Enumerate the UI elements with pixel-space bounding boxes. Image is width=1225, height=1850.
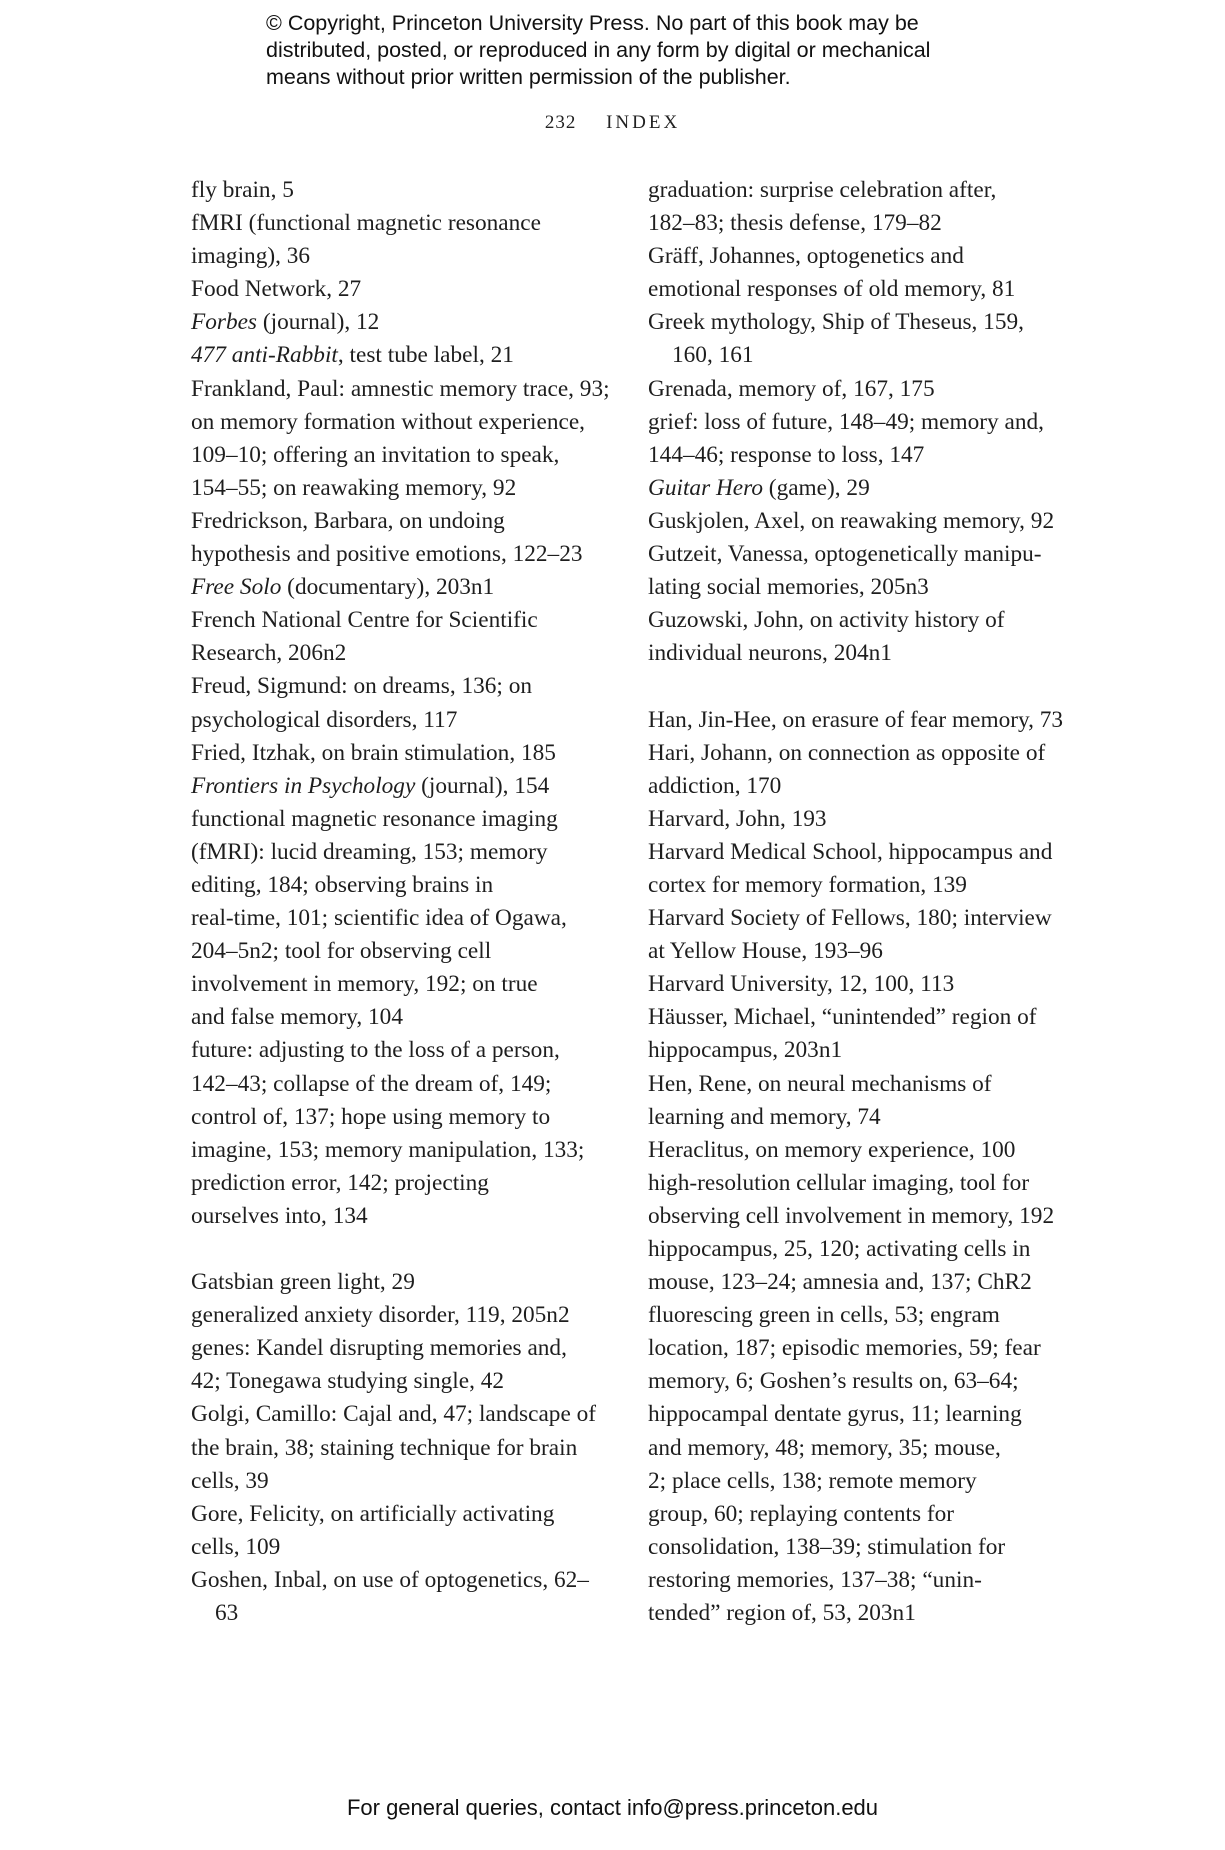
index-entry-line: graduation: surprise celebration after, <box>648 177 997 203</box>
index-entry-line: control of, 137; hope using memory to <box>191 1103 551 1130</box>
index-entry <box>191 207 611 273</box>
index-entry-line: cortex for memory formation, 139 <box>648 871 967 898</box>
index-entry <box>648 1068 1068 1134</box>
index-entry <box>648 737 1068 803</box>
index-entry-line: cells, 39 <box>191 1467 269 1494</box>
index-entry-line: hippocampal dentate gyrus, 11; learning <box>648 1401 1022 1428</box>
index-entry-line: fMRI (functional magnetic resonance <box>191 210 541 237</box>
index-entry-line: 144–46; response to loss, 147 <box>648 441 925 468</box>
index-entry <box>648 604 1068 670</box>
index-entry-line: functional magnetic resonance imaging <box>191 805 558 832</box>
index-entry-line: grief: loss of future, 148–49; memory and, <box>648 408 1044 435</box>
index-entry-line: editing, 184; observing brains in <box>191 871 494 898</box>
index-entry <box>191 373 611 505</box>
index-entry <box>648 240 1068 306</box>
page-number: 232 <box>544 112 577 133</box>
index-entry-line: Frankland, Paul: amnestic memory trace, 93; <box>191 375 610 402</box>
index-entry-line: ourselves into, 134 <box>191 1202 368 1229</box>
copyright-notice <box>266 10 1026 91</box>
index-entry-line: Goshen, Inbal, on use of optogenetics, 62–63 <box>191 1566 589 1627</box>
section-title: INDEX <box>606 112 681 133</box>
index-entry <box>191 1332 611 1398</box>
copyright-line: © Copyright, Princeton University Press. No part of this book may be <box>266 11 919 35</box>
index-entry-line: emotional responses of old memory, 81 <box>648 276 1016 303</box>
index-entry <box>191 1034 611 1233</box>
index-entry-line: Frontiers in Psychology (journal), 154 <box>191 772 550 799</box>
index-entry-line: 182–83; thesis defense, 179–82 <box>648 210 942 237</box>
index-entry-line: 204–5n2; tool for observing cell <box>191 938 492 965</box>
index-entry <box>191 1299 611 1332</box>
index-entry-line: mouse, 123–24; amnesia and, 137; ChR2 <box>648 1269 1032 1296</box>
index-column-right <box>648 174 1068 1630</box>
index-entry-line: Häusser, Michael, “unintended” region of <box>648 1004 1037 1031</box>
index-entry <box>648 406 1068 472</box>
index-column-left <box>191 174 611 1630</box>
index-entry-line: prediction error, 142; projecting <box>191 1169 489 1196</box>
index-entry-line: Fried, Itzhak, on brain stimulation, 185 <box>191 739 556 766</box>
index-entry <box>648 174 1068 240</box>
index-entry-line: Food Network, 27 <box>191 276 362 303</box>
index-entry-line: at Yellow House, 193–96 <box>648 938 883 965</box>
index-entry <box>648 902 1068 968</box>
index-entry-line: (fMRI): lucid dreaming, 153; memory <box>191 838 548 865</box>
index-entry-line: Golgi, Camillo: Cajal and, 47; landscape of <box>191 1401 597 1428</box>
index-entry-line: 477 anti-Rabbit, test tube label, 21 <box>191 342 514 369</box>
index-entry-line: location, 187; episodic memories, 59; fear <box>648 1335 1041 1362</box>
index-entry-line: Gatsbian green light, 29 <box>191 1269 415 1296</box>
index-entry-line: consolidation, 138–39; stimulation for <box>648 1533 1006 1560</box>
running-header <box>0 112 1225 134</box>
index-entry <box>191 339 611 372</box>
copyright-line: means without prior written permission of the publisher. <box>266 65 791 89</box>
index-entry-line: observing cell involvement in memory, 192 <box>648 1202 1055 1229</box>
index-entry <box>648 505 1068 538</box>
index-entry-line: 142–43; collapse of the dream of, 149; <box>191 1070 552 1097</box>
index-entry-line: Guitar Hero (game), 29 <box>648 474 870 501</box>
index-entry-line: 109–10; offering an invitation to speak, <box>191 441 560 468</box>
contact-footer: For general queries, contact info@press.princeton.edu <box>346 1795 879 1820</box>
index-entry-line: Han, Jin-Hee, on erasure of fear memory, 73 <box>648 706 1064 733</box>
index-entry-line: 42; Tonegawa studying single, 42 <box>191 1368 505 1395</box>
index-entry-line: hippocampus, 25, 120; activating cells in <box>648 1236 1031 1262</box>
index-entry-line: future: adjusting to the loss of a person, <box>191 1037 560 1064</box>
index-entry-line: and memory, 48; memory, 35; mouse, <box>648 1434 1001 1461</box>
index-entry-line: the brain, 38; staining technique for brain <box>191 1434 578 1461</box>
index-entry <box>648 1001 1068 1067</box>
index-entry-line: fluorescing green in cells, 53; engram <box>648 1302 1000 1329</box>
index-entry-line: memory, 6; Goshen’s results on, 63–64; <box>648 1368 1019 1395</box>
index-entry-line: 154–55; on reawaking memory, 92 <box>191 474 517 501</box>
index-entry-line: Freud, Sigmund: on dreams, 136; on <box>191 673 533 700</box>
index-entry-line: hippocampus, 203n1 <box>648 1037 843 1064</box>
index-entry-line: Free Solo (documentary), 203n1 <box>191 574 495 601</box>
index-entry-line: Forbes (journal), 12 <box>191 309 380 336</box>
index-entry-line: fly brain, 5 <box>191 177 294 203</box>
index-entry-line: on memory formation without experience, <box>191 408 585 435</box>
index-entry <box>648 1233 1068 1630</box>
index-entry-line: generalized anxiety disorder, 119, 205n2 <box>191 1302 570 1329</box>
index-entry <box>648 538 1068 604</box>
index-entry <box>648 836 1068 902</box>
copyright-line: distributed, posted, or reproduced in any form by digital or mechanical <box>266 38 931 62</box>
index-entry-line: individual neurons, 204n1 <box>648 640 892 667</box>
index-entry-line: Hari, Johann, on connection as opposite of <box>648 739 1046 766</box>
index-entry-line: Harvard Society of Fellows, 180; interview <box>648 905 1052 932</box>
letter-group-gap <box>191 1233 611 1266</box>
index-entry-line: Gräff, Johannes, optogenetics and <box>648 243 964 270</box>
index-entry-line: Gutzeit, Vanessa, optogenetically manipu- <box>648 541 1042 568</box>
index-entry-line: involvement in memory, 192; on true <box>191 971 538 998</box>
index-entry <box>191 670 611 736</box>
index-entry <box>648 472 1068 505</box>
index-entry-line: Gore, Felicity, on artificially activating <box>191 1500 555 1527</box>
index-entry-line: Harvard University, 12, 100, 113 <box>648 971 955 998</box>
index-entry-line: and false memory, 104 <box>191 1004 403 1031</box>
index-entry <box>648 803 1068 836</box>
index-entry-line: addiction, 170 <box>648 772 782 799</box>
index-entry <box>191 803 611 1035</box>
index-entry-line: genes: Kandel disrupting memories and, <box>191 1335 567 1362</box>
index-entry <box>191 604 611 670</box>
index-entry <box>191 505 611 571</box>
index-entry-line: 2; place cells, 138; remote memory <box>648 1467 977 1494</box>
index-entry-line: Fredrickson, Barbara, on undoing <box>191 507 505 534</box>
index-entry <box>648 704 1068 737</box>
index-entry-line: French National Centre for Scientific <box>191 607 538 634</box>
index-entry-line: imaging), 36 <box>191 243 311 270</box>
index-entry <box>648 1134 1068 1167</box>
index-entry-line: hypothesis and positive emotions, 122–23 <box>191 541 583 568</box>
index-entry <box>191 571 611 604</box>
index-entry <box>191 1266 611 1299</box>
index-entry <box>191 1498 611 1564</box>
index-entry-line: lating social memories, 205n3 <box>648 574 929 601</box>
index-entry-line: Heraclitus, on memory experience, 100 <box>648 1136 1016 1163</box>
index-entry <box>191 174 611 207</box>
index-entry <box>648 1167 1068 1233</box>
index-entry-line: cells, 109 <box>191 1533 281 1560</box>
index-entry-line: learning and memory, 74 <box>648 1103 881 1130</box>
index-entry-line: Guzowski, John, on activity history of <box>648 607 1005 634</box>
index-entry-line: Guskjolen, Axel, on reawaking memory, 92 <box>648 507 1055 534</box>
index-entry <box>191 1398 611 1497</box>
index-entry <box>648 373 1068 406</box>
index-entry-line: Grenada, memory of, 167, 175 <box>648 375 935 402</box>
index-entry-line: restoring memories, 137–38; “unin- <box>648 1566 982 1593</box>
index-entry <box>191 306 611 339</box>
index-entry <box>191 737 611 770</box>
index-entry-line: group, 60; replaying contents for <box>648 1500 955 1527</box>
index-entry <box>191 273 611 306</box>
index-entry-line: tended” region of, 53, 203n1 <box>648 1600 916 1627</box>
index-entry <box>191 1564 611 1630</box>
index-entry-line: imagine, 153; memory manipulation, 133; <box>191 1136 585 1163</box>
index-entry-line: Research, 206n2 <box>191 640 347 667</box>
index-entry <box>648 306 1068 372</box>
letter-group-gap <box>648 670 1068 703</box>
index-entry-line: Hen, Rene, on neural mechanisms of <box>648 1070 992 1097</box>
index-entry-line: Harvard Medical School, hippocampus and <box>648 838 1053 865</box>
index-entry <box>191 770 611 803</box>
index-entry <box>648 968 1068 1001</box>
index-entry-line: psychological disorders, 117 <box>191 706 458 733</box>
index-entry-line: real-time, 101; scientific idea of Ogawa, <box>191 905 567 932</box>
index-entry-line: Harvard, John, 193 <box>648 805 827 832</box>
index-entry-line: high-resolution cellular imaging, tool for <box>648 1169 1030 1196</box>
index-entry-line: Greek mythology, Ship of Theseus, 159, 160, 161 <box>648 309 1024 369</box>
